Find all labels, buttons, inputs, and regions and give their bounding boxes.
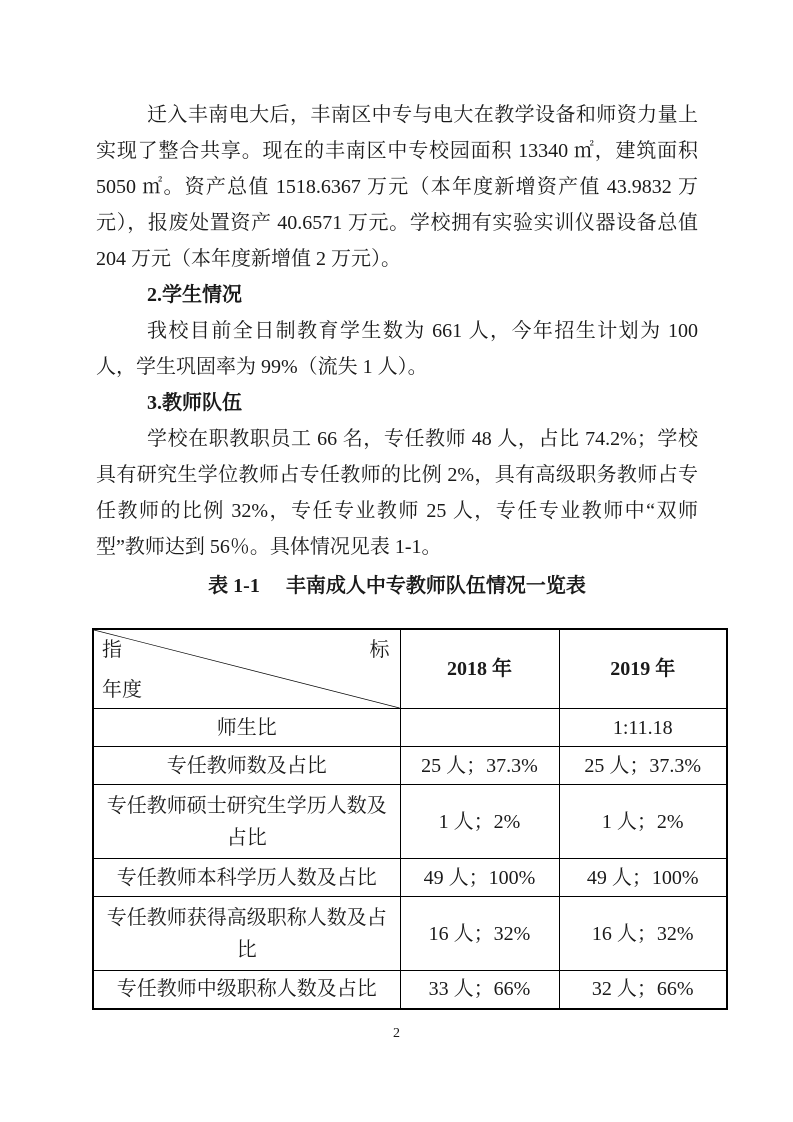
row-label: 师生比: [93, 709, 400, 747]
value-2019: 1:11.18: [559, 709, 727, 747]
table-caption-title: 丰南成人中专教师队伍情况一览表: [285, 575, 586, 597]
row-label: 专任教师数及占比: [93, 747, 400, 785]
value-2018: 16 人；32%: [400, 897, 559, 971]
value-2018: 49 人；100%: [400, 859, 559, 897]
row-label: 专任教师硕士研究生学历人数及占比: [93, 785, 400, 859]
value-2019: 25 人；37.3%: [559, 747, 727, 785]
table-row-senior-title: [93, 897, 727, 971]
heading-teacher-team: 3.教师队伍: [147, 392, 242, 414]
header-label-indicator: 指: [102, 639, 122, 661]
header-label-year: 年度: [102, 679, 142, 701]
row-label: 专任教师获得高级职称人数及占比: [93, 897, 400, 971]
column-header-2018: 2018 年: [400, 629, 559, 709]
paragraph-teachers: 学校在职教职员工 66 名，专任教师 48 人，占比 74.2%；学校具有研究生学位教师占专任教师的比例 2%，具有高级职务教师占专任教师的比例 32%，专任专业教师 25 人，专任专业教师中“双师型”教师达到 56％。具体情况见表 1-1。: [96, 428, 698, 558]
table-row-bachelor-degree: [93, 859, 727, 897]
value-2018: 25 人；37.3%: [400, 747, 559, 785]
value-2019: 16 人；32%: [559, 897, 727, 971]
value-2019: 32 人；66%: [559, 971, 727, 1009]
teacher-stats-table: [92, 628, 728, 1010]
table-header-row: [93, 629, 727, 709]
heading-student-situation: 2.学生情况: [147, 284, 242, 306]
paragraph-campus-assets: 迁入丰南电大后，丰南区中专与电大在教学设备和师资力量上实现了整合共享。现在的丰南区中专校园面积 13340 ㎡，建筑面积 5050 ㎡。资产总值 1518.6367 万元（本年度新增资产值 43.9832 万元），报废处置资产 40.6571 万元。学校拥有实验实训仪器设备总值 204 万元（本年度新增值 2 万元）。: [96, 104, 698, 270]
table-row-master-degree: [93, 785, 727, 859]
value-2018: 1 人；2%: [400, 785, 559, 859]
table-caption-number: 表 1-1: [208, 575, 260, 597]
table-row-intermediate-title: [93, 971, 727, 1009]
header-label-indicator2: 标: [369, 639, 390, 661]
value-2019: 49 人；100%: [559, 859, 727, 897]
value-2018: [400, 709, 559, 747]
value-2018: 33 人；66%: [400, 971, 559, 1009]
page-number: 2: [393, 1026, 400, 1041]
value-2019: 1 人；2%: [559, 785, 727, 859]
row-label: 专任教师本科学历人数及占比: [93, 859, 400, 897]
row-label: 专任教师中级职称人数及占比: [93, 971, 400, 1009]
diagonal-header-cell: [93, 629, 400, 709]
table-caption: [96, 568, 698, 604]
table-row-fulltime-count: [93, 747, 727, 785]
body-text: [96, 97, 698, 604]
paragraph-students: 我校目前全日制教育学生数为 661 人，今年招生计划为 100 人，学生巩固率为 99%（流失 1 人）。: [96, 320, 698, 378]
table-row-ratio: [93, 709, 727, 747]
column-header-2019: 2019 年: [559, 629, 727, 709]
